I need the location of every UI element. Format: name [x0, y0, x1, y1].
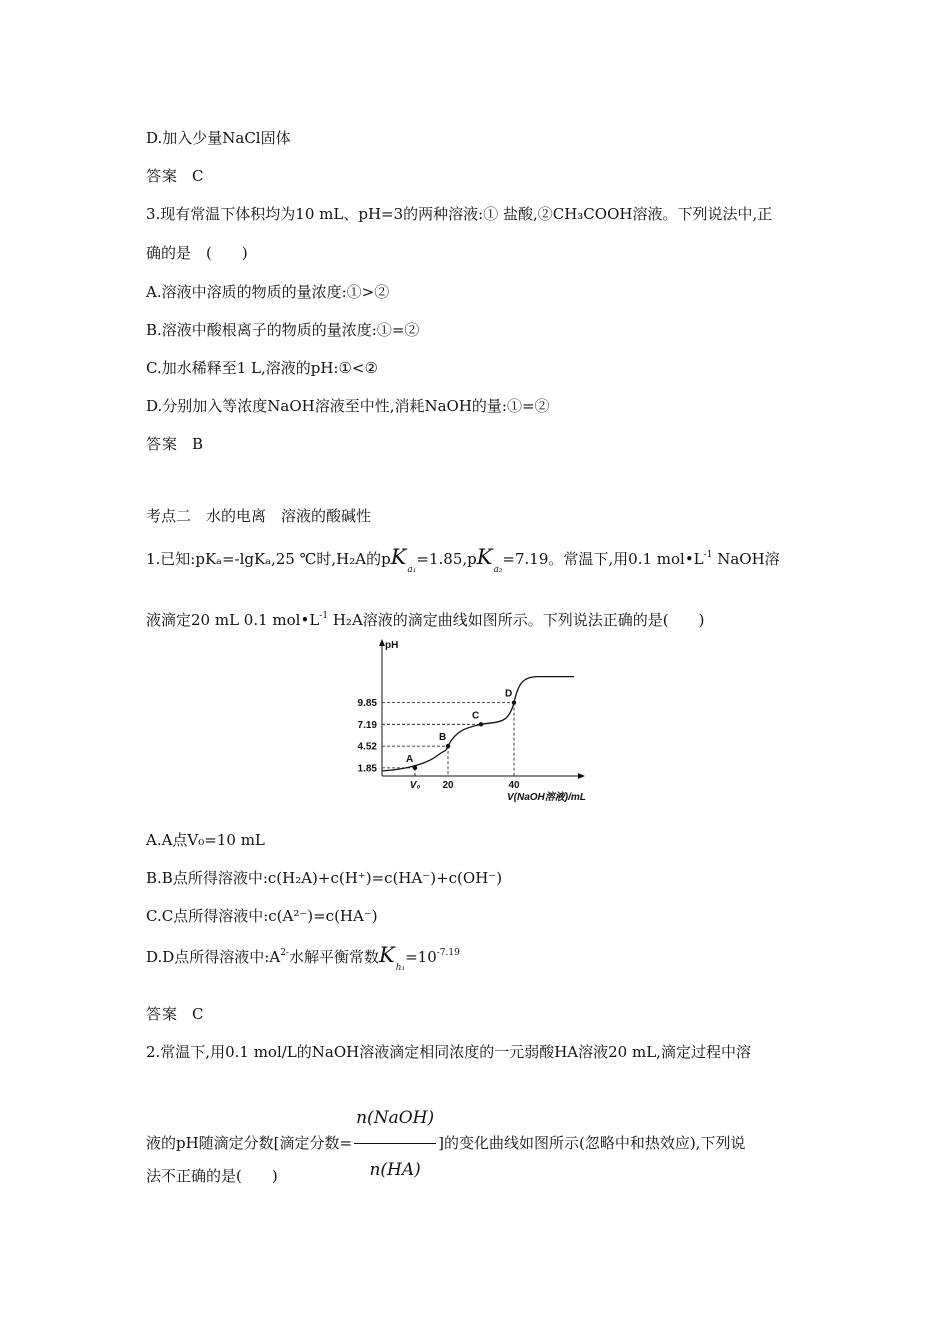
superscript: -1 [703, 550, 713, 560]
point-label-a: A [406, 753, 414, 765]
x-tick-label: 40 [508, 780, 520, 791]
s2q1-answer-line [146, 1004, 204, 1024]
y-tick-label: 7.19 [357, 719, 377, 731]
q3-option-d: D.分别加入等浓度NaOH溶液至中性,消耗NaOH的量:①=② [146, 397, 550, 415]
k-subscript: a₂ [493, 565, 503, 575]
answer-label: 答案 [146, 435, 179, 453]
point-b [446, 744, 450, 748]
superscript: -1 [319, 611, 329, 621]
answer-value: C [192, 1005, 204, 1023]
y-tick-label: 9.85 [357, 698, 377, 710]
section-title: 考点二 水的电离 溶液的酸碱性 [146, 507, 372, 525]
k-subscript: h₁ [395, 963, 406, 973]
s2q1-stem-line1 [146, 542, 780, 583]
answer-label: 答案 [146, 167, 179, 185]
answer-label: 答案 [146, 1005, 179, 1023]
answer-value: C [192, 167, 204, 185]
y-axis-label: pH [385, 640, 399, 651]
text: NaOH溶 [712, 550, 780, 568]
k-symbol: K [378, 943, 395, 967]
text: =10 [405, 948, 437, 966]
point-label-d: D [505, 688, 513, 700]
point-c [479, 722, 483, 726]
fraction-denominator: n(HA) [369, 1160, 421, 1180]
text: H₂A溶液的滴定曲线如图所示。下列说法正确的是( ) [328, 611, 705, 629]
s2q2-stem-line3: 法不正确的是( ) [146, 1167, 278, 1185]
x-axis-label: V(NaOH溶液)/mL [507, 792, 586, 803]
x-tick-label: V₀ [409, 780, 421, 791]
text: 1.已知:pKₐ=-lgKₐ,25 ℃时,H₂A的p [146, 550, 391, 568]
x-tick-label: 20 [442, 780, 454, 791]
k-subscript: a₁ [407, 565, 417, 575]
s2q2-stem-line1: 2.常温下,用0.1 mol/L的NaOH溶液滴定相同浓度的一元弱酸HA溶液20 mL,滴定过程中溶 [146, 1043, 751, 1061]
text: D.D点所得溶液中:A [146, 948, 281, 966]
point-a [413, 766, 417, 770]
q3-answer-line [146, 434, 203, 454]
k-symbol: K [390, 545, 407, 569]
guide-lines [382, 703, 514, 776]
text: ]的变化曲线如图所示(忽略中和热效应),下列说 [438, 1134, 746, 1152]
s2q1-option-a: A.A点V₀=10 mL [146, 831, 265, 849]
y-tick-label: 4.52 [357, 741, 377, 753]
x-axis-arrow [578, 773, 585, 779]
text: 液滴定20 mL 0.1 mol•L [146, 611, 320, 629]
text: 液的pH随滴定分数[滴定分数= [146, 1134, 353, 1152]
answer-value: B [192, 435, 204, 453]
q3-stem-line1: 3.现有常温下体积均为10 mL、pH=3的两种溶液:① 盐酸,②CH₃COOH溶液。下列说法中,正 [146, 205, 773, 223]
point-label-b: B [439, 732, 447, 744]
answer-line [146, 166, 204, 186]
k-symbol: K [476, 545, 493, 569]
text: 水解平衡常数 [288, 948, 379, 966]
q3-option-c: C.加水稀释至1 L,溶液的pH:①<② [146, 359, 378, 377]
point-d [512, 700, 516, 704]
q3-option-a: A.溶液中溶质的物质的量浓度:①>② [146, 283, 390, 301]
s2q1-option-c: C.C点所得溶液中:c(A²⁻)=c(HA⁻) [146, 907, 378, 925]
s2q1-stem-line2 [146, 606, 704, 630]
option-d: D.加入少量NaCl固体 [146, 129, 291, 147]
q3-option-b: B.溶液中酸根离子的物质的量浓度:①=② [146, 321, 420, 339]
s2q1-option-b: B.B点所得溶液中:c(H₂A)+c(H⁺)=c(HA⁻)+c(OH⁻) [146, 869, 503, 887]
titration-curve-chart [352, 636, 602, 806]
q3-stem-line2: 确的是 ( ) [146, 244, 248, 262]
text: =7.19。常温下,用0.1 mol•L [502, 550, 704, 568]
fraction-numerator: n(NaOH) [354, 1094, 436, 1144]
text: =1.85,p [416, 550, 477, 568]
superscript: 2- [280, 948, 289, 958]
s2q1-option-d [146, 940, 460, 981]
titration-fraction [354, 1094, 436, 1194]
superscript: -7.19 [436, 948, 460, 958]
point-label-c: C [472, 710, 480, 722]
y-tick-label: 1.85 [357, 763, 377, 775]
